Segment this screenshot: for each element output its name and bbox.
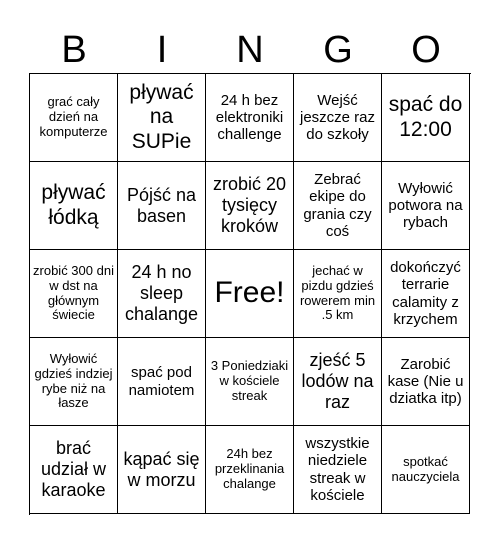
cell-text: 24h bez przeklinania chalange: [214, 446, 285, 491]
cell-text: pływać łódką: [41, 181, 106, 229]
cell-text: Zarobić kase (Nie u dziatka itp): [387, 355, 464, 408]
cell-text: pływać na SUPie: [129, 81, 194, 153]
bingo-cell[interactable]: [118, 74, 206, 162]
bingo-cell[interactable]: [294, 74, 382, 162]
cell-text: zrobić 300 dni w dst na głównym świecie: [33, 262, 114, 323]
cell-text: Wyłowić gdzieś indziej rybe niż na łasze: [34, 350, 113, 411]
bingo-cell[interactable]: [382, 74, 470, 162]
cell-text: spać do 12:00: [388, 93, 463, 141]
bingo-cell[interactable]: [118, 162, 206, 250]
cell-text: spać pod namiotem: [128, 364, 195, 399]
cell-text: brać udział w karaoke: [40, 438, 107, 500]
bingo-cell[interactable]: [382, 162, 470, 250]
cell-text: 24 h no sleep chalange: [124, 262, 199, 324]
cell-text: Pójść na basen: [126, 184, 197, 226]
cell-text: spotkać nauczyciela: [391, 453, 460, 484]
header-letter-b: B: [61, 29, 87, 71]
bingo-cell[interactable]: [294, 338, 382, 426]
bingo-cell[interactable]: [382, 338, 470, 426]
free-space-cell[interactable]: [206, 250, 294, 338]
cell-text: Wyłowić potwora na rybach: [388, 179, 463, 232]
bingo-cell[interactable]: [30, 250, 118, 338]
bingo-header: [30, 26, 470, 74]
bingo-board: [29, 73, 471, 515]
header-letter-g: G: [323, 29, 353, 71]
bingo-cell[interactable]: [206, 426, 294, 514]
header-letter-o: O: [411, 29, 441, 71]
bingo-cell[interactable]: [206, 338, 294, 426]
cell-text: dokończyć terrarie calamity z krzychem: [390, 259, 461, 328]
cell-text: Zebrać ekipe do grania czy coś: [303, 171, 372, 240]
header-letter-n: N: [236, 29, 264, 71]
cell-text: zrobić 20 tysięcy kroków: [212, 174, 287, 236]
cell-text: 3 Poniedziaki w kościele streak: [210, 358, 289, 403]
free-space-text: Free!: [214, 276, 285, 310]
bingo-cell[interactable]: [294, 162, 382, 250]
cell-text: wszystkie niedziele streak w kościele: [305, 435, 370, 504]
cell-text: grać cały dzień na komputerze: [39, 94, 108, 139]
cell-text: jechać w pizdu gdzieś rowerem min .5 km: [299, 262, 376, 323]
bingo-cell[interactable]: [118, 250, 206, 338]
bingo-cell[interactable]: [206, 74, 294, 162]
bingo-cell[interactable]: [118, 338, 206, 426]
bingo-cell[interactable]: [294, 426, 382, 514]
bingo-cell[interactable]: [30, 338, 118, 426]
bingo-cell[interactable]: [30, 162, 118, 250]
cell-text: Wejść jeszcze raz do szkoły: [299, 91, 376, 144]
cell-text: 24 h bez elektroniki challenge: [215, 91, 284, 144]
bingo-cell[interactable]: [30, 426, 118, 514]
bingo-cell[interactable]: [382, 250, 470, 338]
bingo-cell[interactable]: [206, 162, 294, 250]
cell-text: kąpać się w morzu: [123, 448, 200, 490]
bingo-cell[interactable]: [30, 74, 118, 162]
bingo-cell[interactable]: [294, 250, 382, 338]
header-letter-i: I: [156, 29, 168, 71]
bingo-cell[interactable]: [382, 426, 470, 514]
bingo-cell[interactable]: [118, 426, 206, 514]
cell-text: zjeść 5 lodów na raz: [301, 350, 374, 412]
